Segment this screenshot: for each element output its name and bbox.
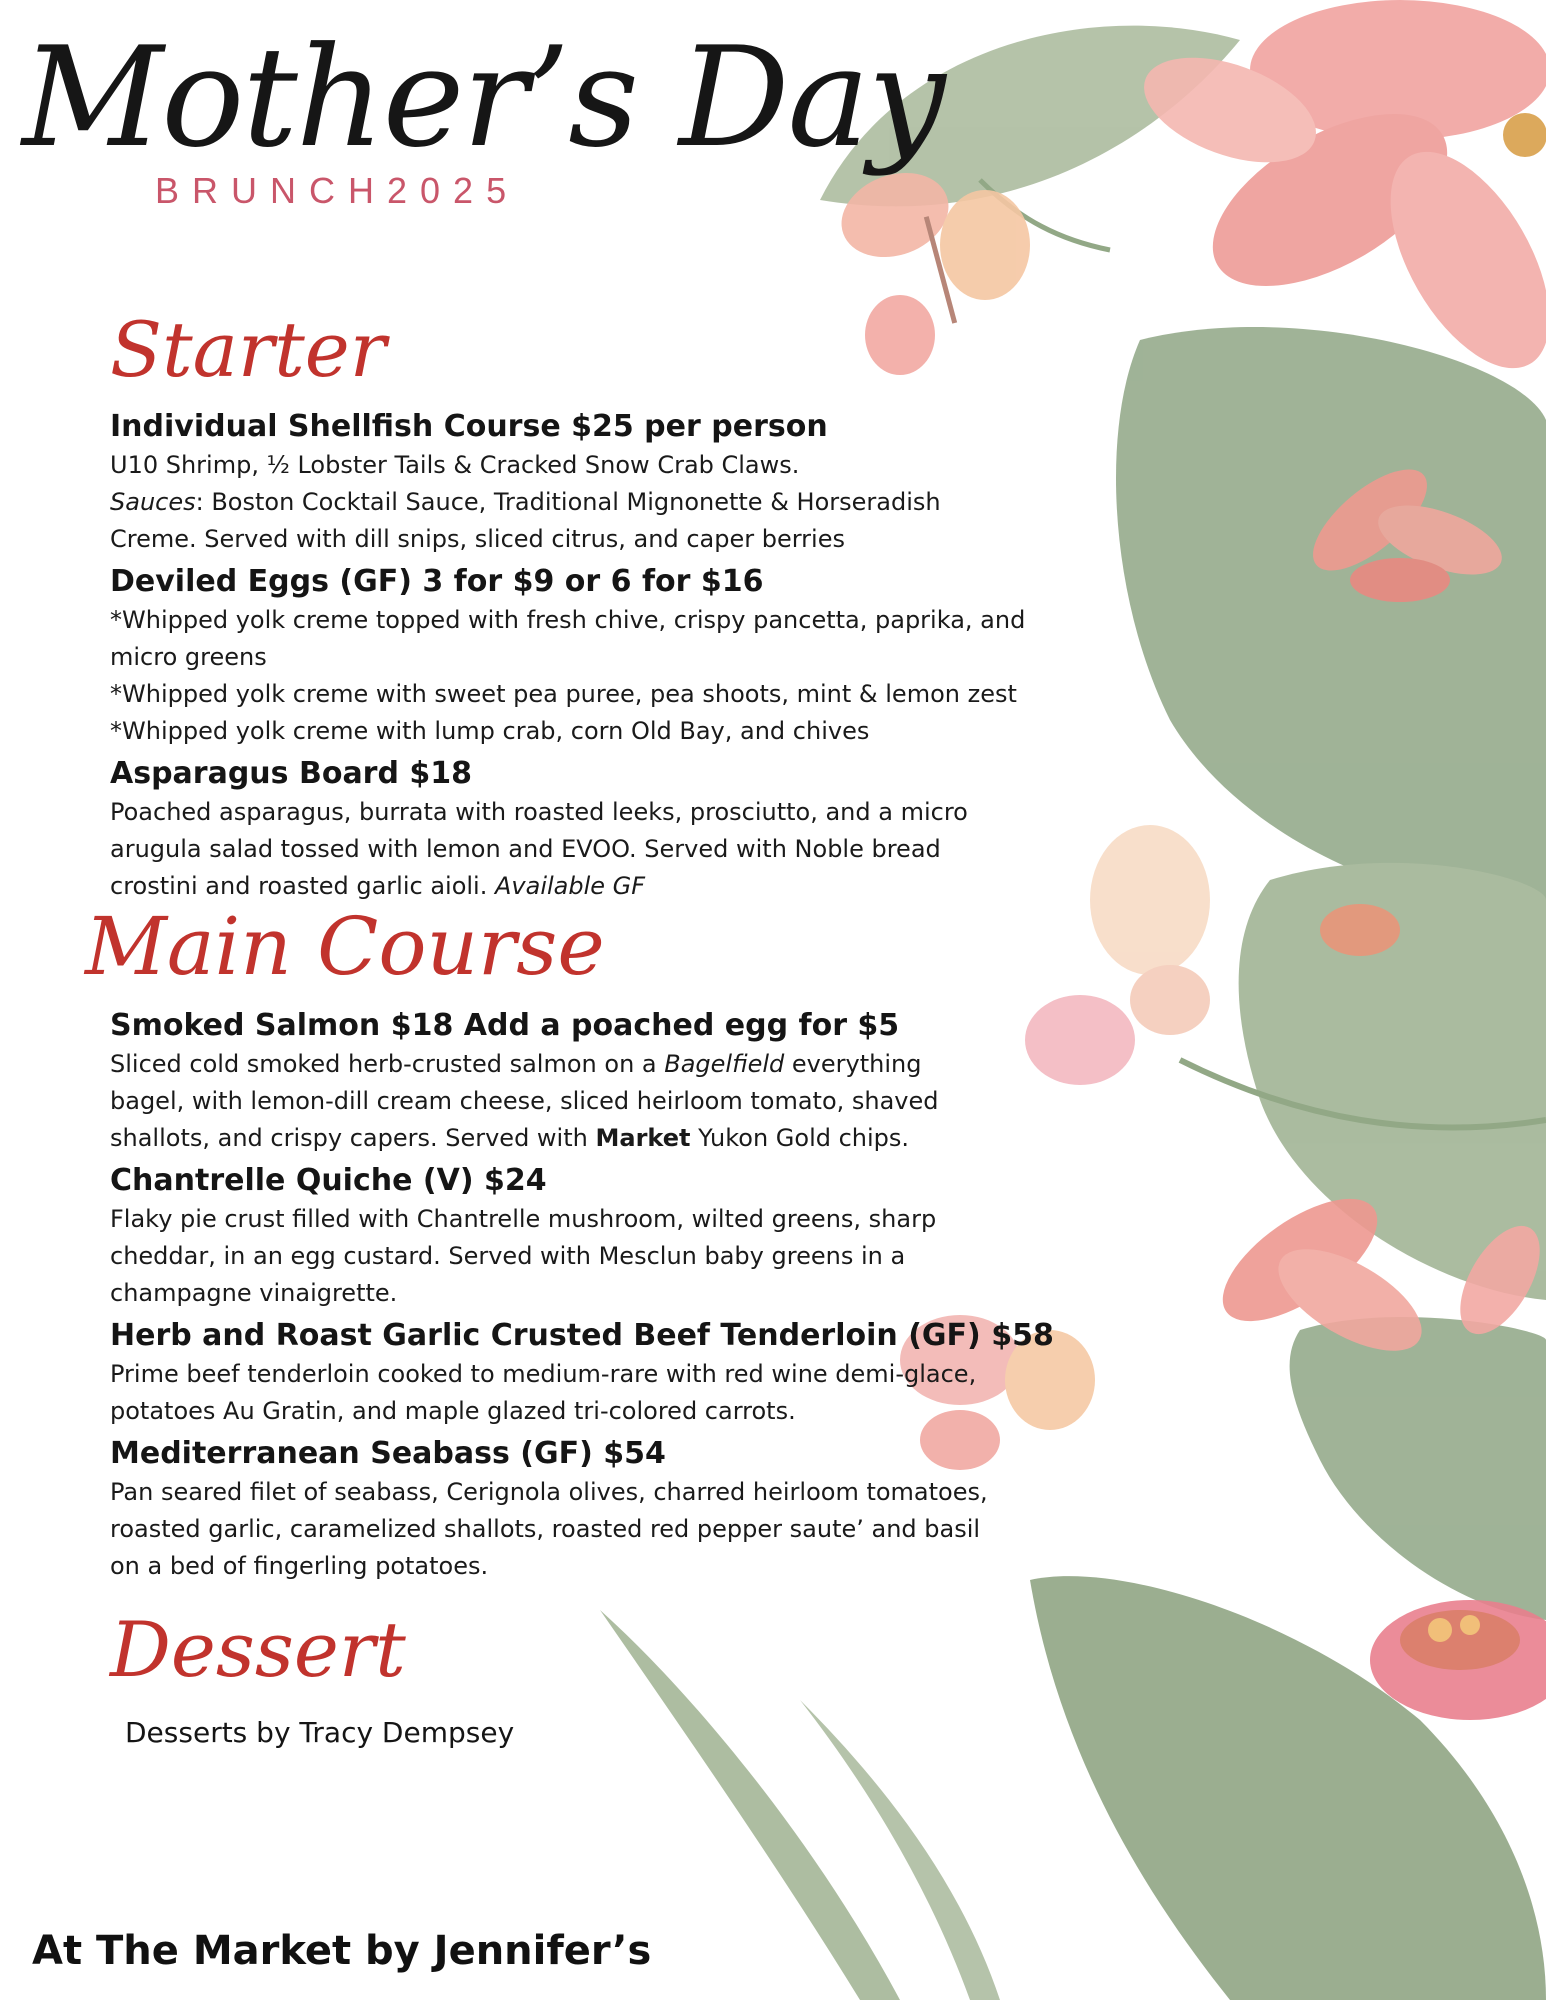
- item-title: Smoked Salmon $18 Add a poached egg for $5: [110, 1008, 900, 1043]
- menu-item: [110, 562, 1140, 750]
- item-option: *Whipped yolk creme topped with fresh chive, crispy pancetta, paprika, and: [110, 606, 1026, 634]
- item-title: Deviled Eggs (GF) 3 for $9 or 6 for $16: [110, 564, 764, 599]
- item-description-text: Yukon Gold chips.: [690, 1124, 910, 1152]
- item-description: [110, 1046, 1140, 1083]
- item-description: U10 Shrimp, ½ Lobster Tails & Cracked Snow Crab Claws.: [110, 451, 800, 479]
- item-title: Chantrelle Quiche (V) $24: [110, 1163, 547, 1198]
- item-description: [110, 1120, 1140, 1157]
- item-description: Creme. Served with dill snips, sliced citrus, and caper berries: [110, 525, 845, 553]
- starter-section: [110, 407, 1140, 905]
- item-description: Poached asparagus, burrata with roasted leeks, prosciutto, and a micro: [110, 798, 968, 826]
- menu-title: Mother’s Day: [22, 17, 944, 178]
- item-description: Pan seared filet of seabass, Cerignola olives, charred heirloom tomatoes,: [110, 1478, 988, 1506]
- item-title: Individual Shellfish Course $25 per person: [110, 409, 828, 444]
- brand-name: Bagelfield: [664, 1050, 785, 1078]
- sauces-text: : Boston Cocktail Sauce, Traditional Mignonette & Horseradish: [195, 488, 941, 516]
- item-description: roasted garlic, caramelized shallots, roasted red pepper saute’ and basil: [110, 1515, 981, 1543]
- item-description: cheddar, in an egg custard. Served with Mesclun baby greens in a: [110, 1242, 906, 1270]
- item-title: Asparagus Board $18: [110, 756, 473, 791]
- restaurant-name: At The Market by Jennifer’s: [32, 1928, 652, 1974]
- menu-item: [110, 407, 1140, 558]
- leaf-bottom-grass-2: [800, 1700, 1000, 2000]
- starter-heading: Starter: [110, 305, 387, 394]
- menu-item: [110, 1161, 1140, 1312]
- item-title: Herb and Roast Garlic Crusted Beef Tenderloin (GF) $58: [110, 1318, 1054, 1353]
- menu-subtitle: BRUNCH2025: [155, 170, 520, 211]
- menu-item: [110, 1006, 1140, 1157]
- item-description: Flaky pie crust filled with Chantrelle mushroom, wilted greens, sharp: [110, 1205, 937, 1233]
- item-description: bagel, with lemon-dill cream cheese, sliced heirloom tomato, shaved: [110, 1087, 939, 1115]
- item-description-text: crostini and roasted garlic aioli.: [110, 872, 495, 900]
- menu-item: [110, 754, 1140, 905]
- menu-item: [110, 1434, 1140, 1585]
- item-description: arugula salad tossed with lemon and EVOO. Served with Noble bread: [110, 835, 941, 863]
- item-description: [110, 484, 1140, 521]
- available-gf-note: Available GF: [494, 872, 646, 900]
- item-description: champagne vinaigrette.: [110, 1279, 398, 1307]
- item-description: Prime beef tenderloin cooked to medium-rare with red wine demi-glace,: [110, 1360, 977, 1388]
- menu-item: [110, 1316, 1140, 1430]
- main-course-heading: Main Course: [85, 900, 605, 993]
- item-description: on a bed of fingerling potatoes.: [110, 1552, 489, 1580]
- item-option: *Whipped yolk creme with lump crab, corn Old Bay, and chives: [110, 717, 870, 745]
- leaf-upper-monstera: [1116, 327, 1546, 903]
- main-course-section: [110, 1006, 1140, 1585]
- item-title: Mediterranean Seabass (GF) $54: [110, 1436, 666, 1471]
- item-option: micro greens: [110, 643, 267, 671]
- sauces-label: Sauces: [110, 488, 196, 516]
- flower-bud: [1320, 904, 1400, 956]
- item-description-text: Sliced cold smoked herb-crusted salmon on a: [110, 1050, 665, 1078]
- leaf-lower-right: [1290, 1317, 1546, 1620]
- brand-name: Market: [595, 1124, 691, 1152]
- dessert-heading: Dessert: [110, 1605, 406, 1694]
- item-description: potatoes Au Gratin, and maple glazed tri-colored carrots.: [110, 1397, 796, 1425]
- item-description-text: shallots, and crispy capers. Served with: [110, 1124, 596, 1152]
- dessert-note: Desserts by Tracy Dempsey: [125, 1716, 515, 1749]
- item-description-text: everything: [784, 1050, 922, 1078]
- item-option: *Whipped yolk creme with sweet pea puree, pea shoots, mint & lemon zest: [110, 680, 1017, 708]
